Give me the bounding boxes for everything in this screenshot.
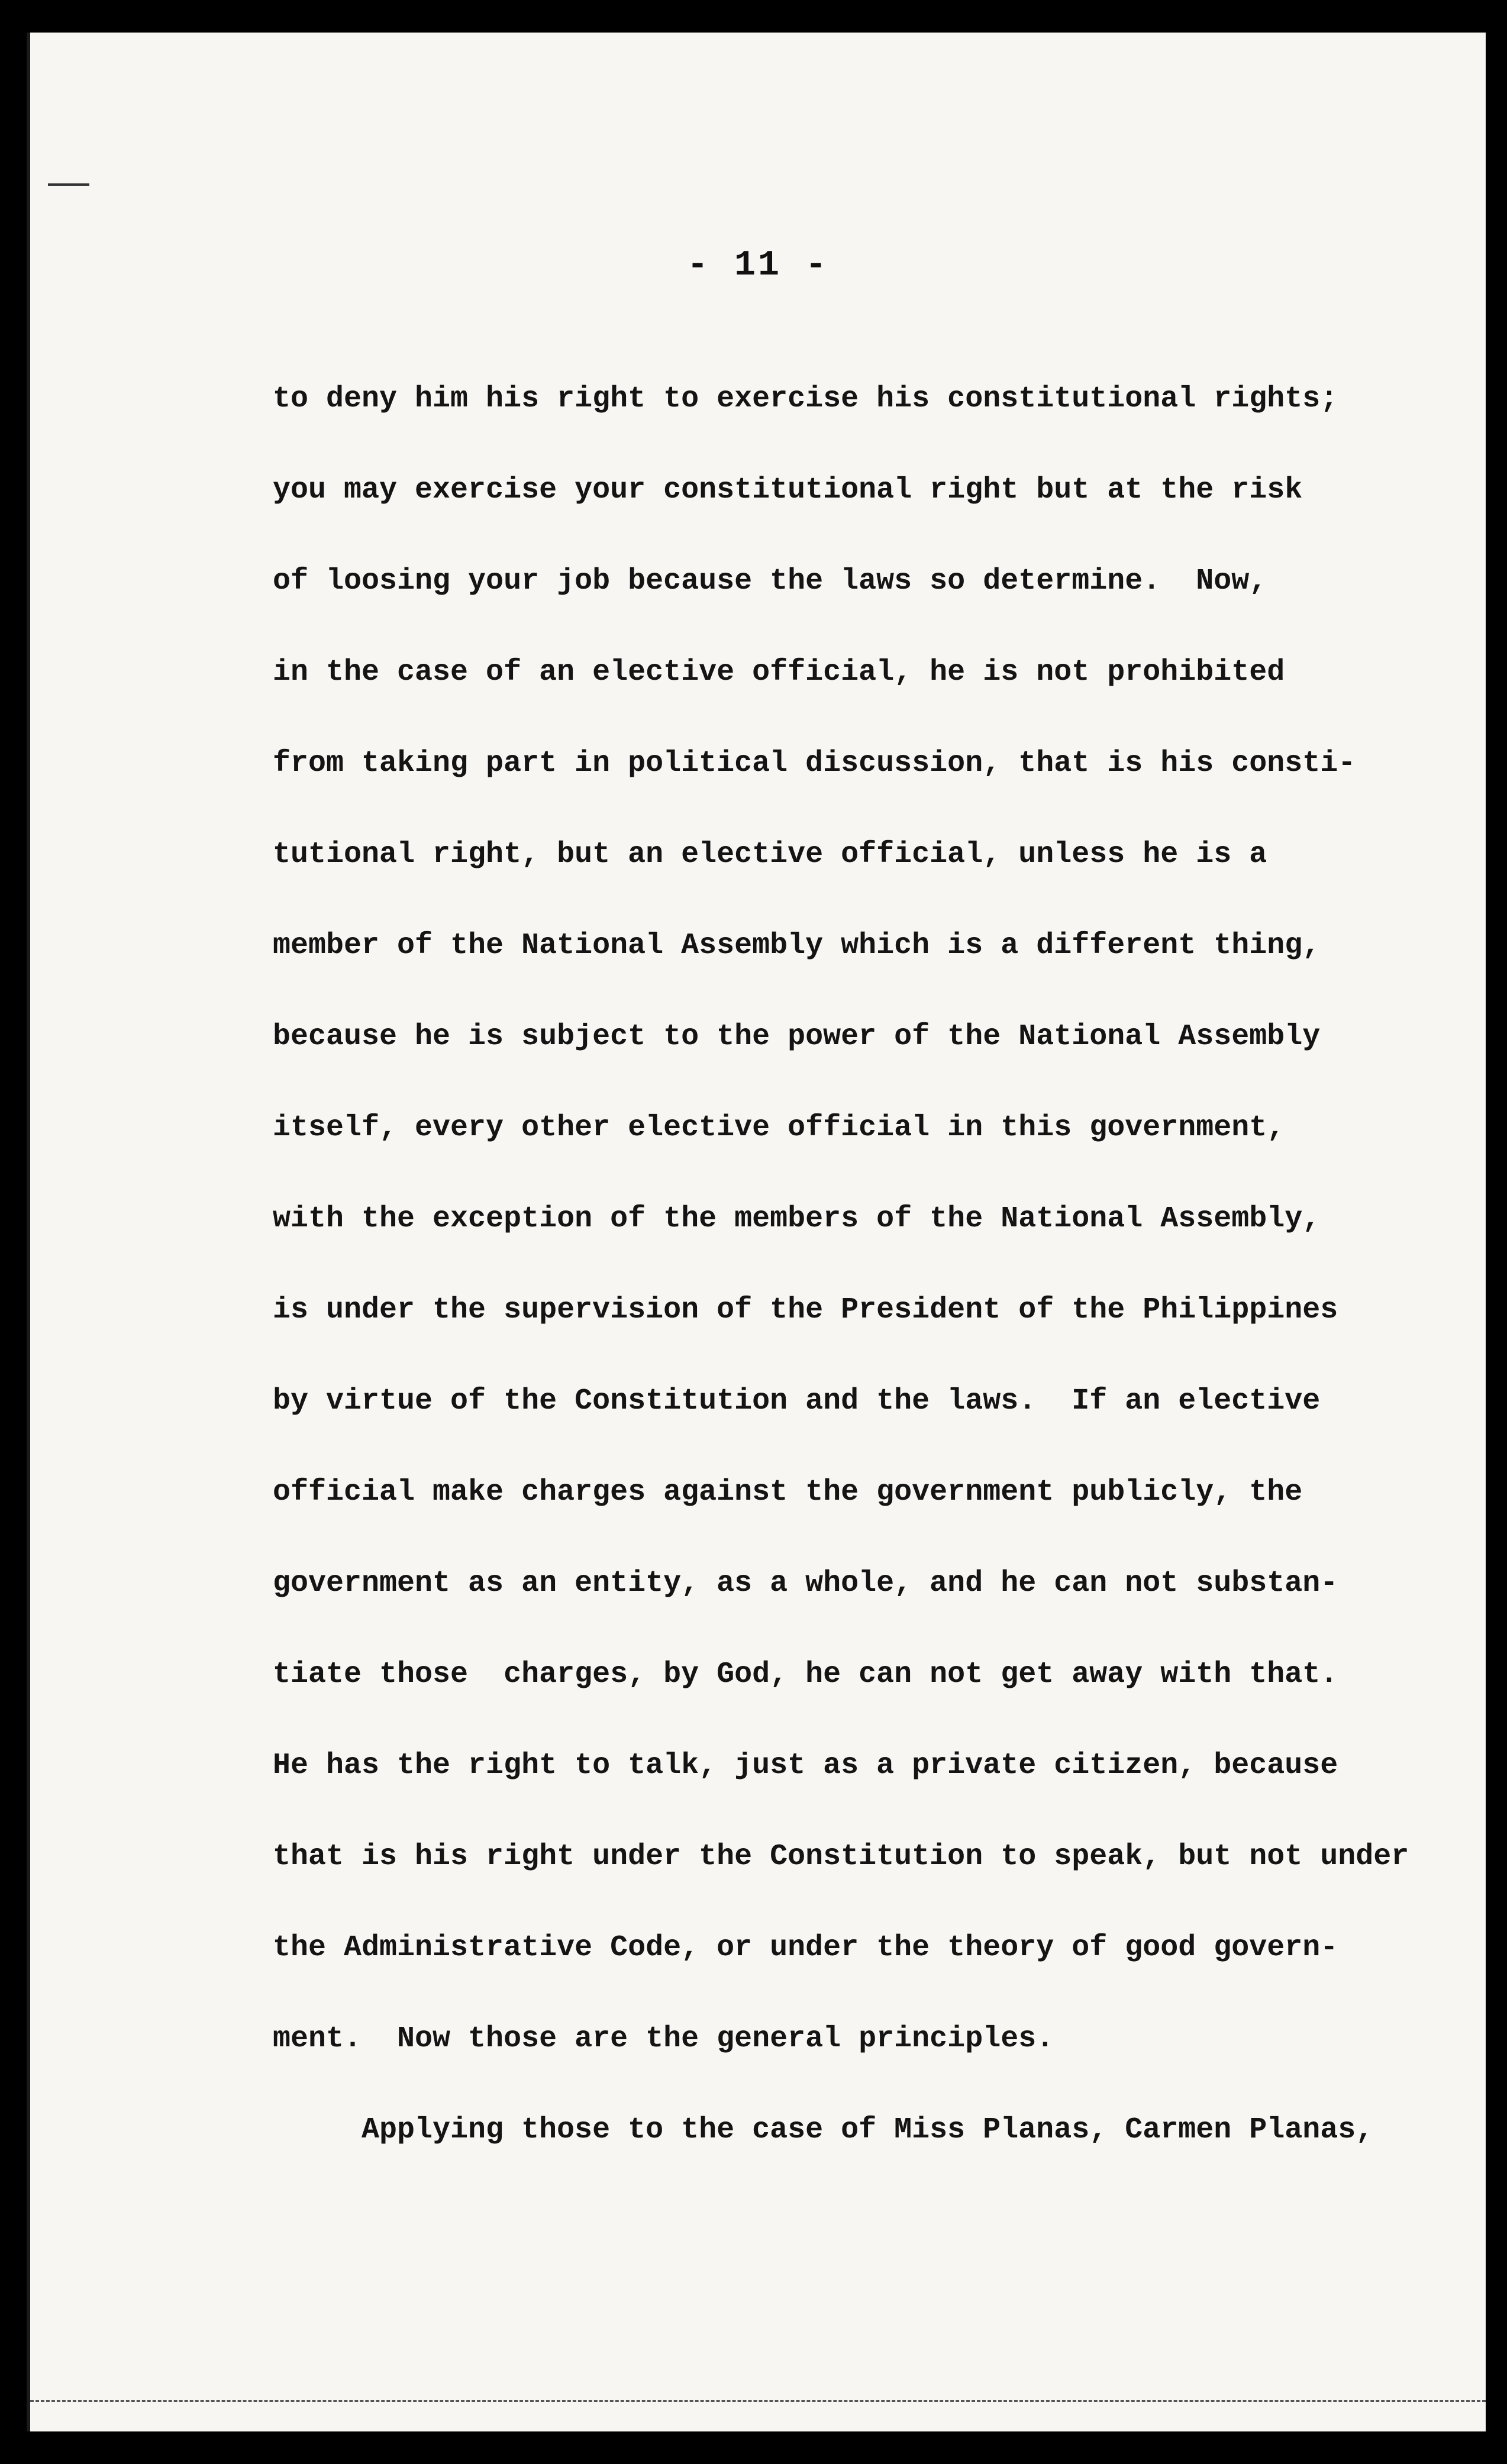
- text-line: in the case of an elective official, he is not prohibited: [273, 655, 1285, 689]
- text-line: tiate those charges, by God, he can not get away with that.: [273, 1658, 1338, 1691]
- text-line: official make charges against the government publicly, the: [273, 1475, 1303, 1509]
- text-line: with the exception of the members of the National Assembly,: [273, 1202, 1321, 1236]
- text-line: the Administrative Code, or under the theory of good govern-: [273, 1931, 1338, 1965]
- text-line: by virtue of the Constitution and the laws. If an elective: [273, 1384, 1321, 1418]
- text-line: government as an entity, as a whole, and he can not substan-: [273, 1567, 1338, 1600]
- text-line: of loosing your job because the laws so determine. Now,: [273, 564, 1267, 598]
- text-line: tutional right, but an elective official, unless he is a: [273, 838, 1267, 871]
- text-line: itself, every other elective official in this government,: [273, 1111, 1285, 1145]
- text-line: member of the National Assembly which is a different thing,: [273, 929, 1321, 963]
- body-text: [273, 370, 1432, 2192]
- text-line: from taking part in political discussion, that is his consti-: [273, 747, 1356, 780]
- text-line: to deny him his right to exercise his constitutional rights;: [273, 382, 1338, 416]
- text-line: is under the supervision of the President of the Philippines: [273, 1293, 1338, 1327]
- text-line: you may exercise your constitutional right but at the risk: [273, 473, 1303, 507]
- text-line: because he is subject to the power of the National Assembly: [273, 1020, 1321, 1054]
- text-line: ment. Now those are the general principles.: [273, 2022, 1054, 2056]
- text-line: He has the right to talk, just as a private citizen, because: [273, 1749, 1338, 1782]
- document-page: [27, 33, 1486, 2431]
- page-bottom-edge: [30, 2400, 1486, 2408]
- paragraph-start-line: Applying those to the case of Miss Planas, Carmen Planas,: [362, 2113, 1374, 2147]
- page-number: - 11 -: [686, 246, 830, 286]
- margin-mark: [48, 183, 89, 186]
- text-line: that is his right under the Constitution to speak, but not under: [273, 1840, 1409, 1874]
